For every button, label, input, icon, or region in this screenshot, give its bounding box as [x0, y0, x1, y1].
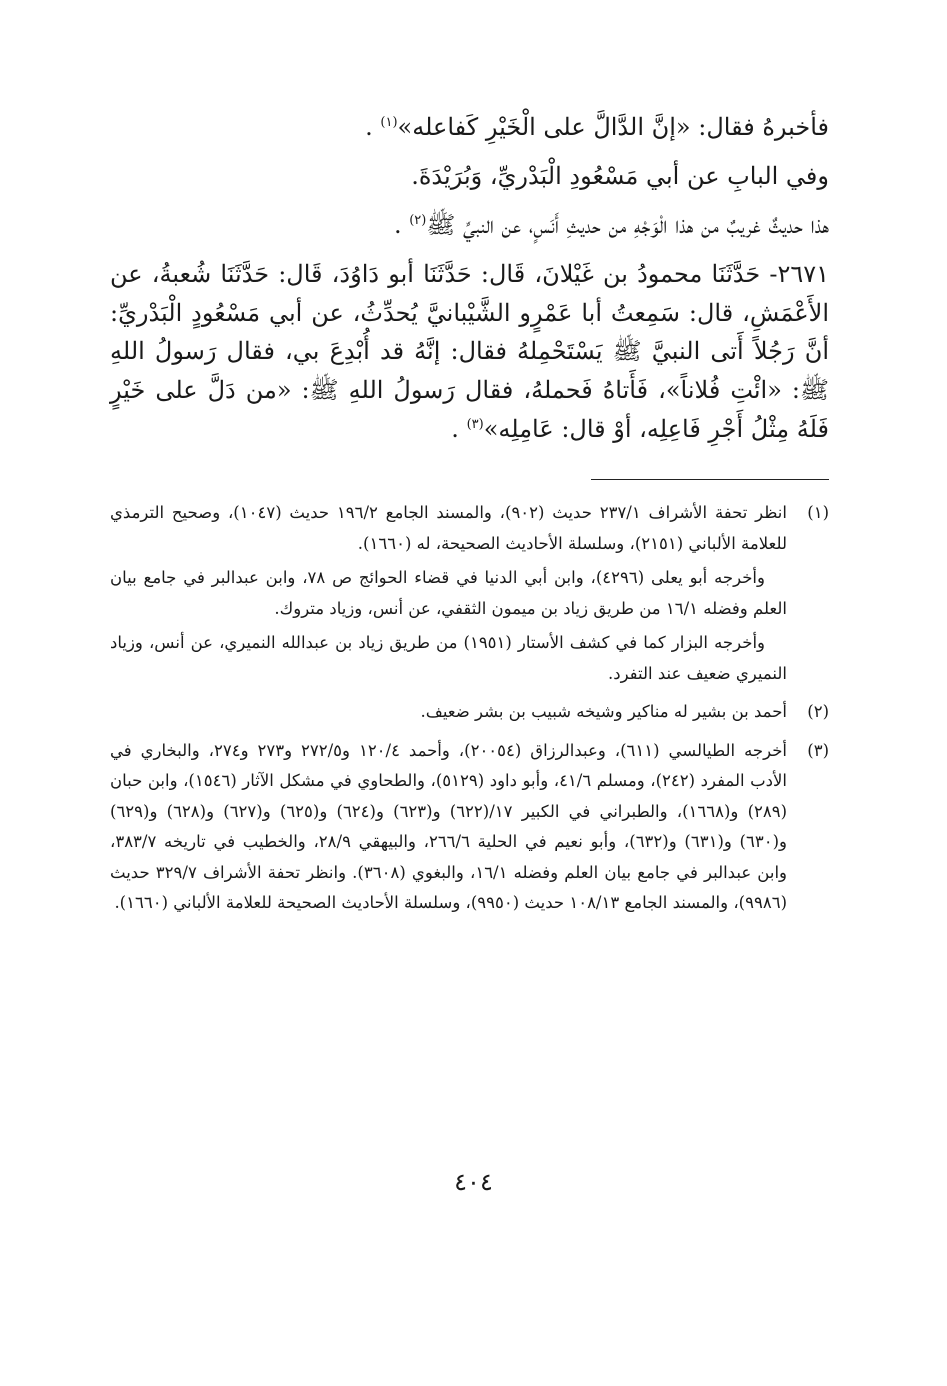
footnote-1	[110, 498, 829, 693]
footnote-3-body	[110, 736, 787, 923]
footnote-2-number: (٢)	[807, 702, 829, 722]
main-text	[110, 108, 829, 449]
footnote-1-paragraph-1: انظر تحفة الأشراف ٢٣٧/١ حديث (٩٠٢)، والمسند الجامع ١٩٦/٢ حديث (١٠٤٧)، وصحيح الترمذي للعلامة الألباني (٢١٥١)، وسلسلة الأحاديث الصحيحة، له (١٦٦٠).	[110, 503, 787, 553]
paragraph-3-end: .	[393, 210, 410, 239]
footnote-ref-1: (١)	[380, 115, 398, 130]
book-page	[110, 108, 829, 1346]
paragraph-3	[110, 206, 829, 245]
footnote-3	[110, 736, 829, 923]
paragraph-2	[110, 157, 829, 196]
hadith-2671	[110, 255, 829, 449]
footnote-1-number: (١)	[807, 503, 829, 522]
paragraph-1-end: .	[365, 113, 381, 141]
footnote-ref-3: (٣)	[466, 417, 484, 433]
footnote-1-paragraph-3: وأخرجه البزار كما في كشف الأستار (١٩٥١) من طريق زياد بن عبدالله النميري، عن أنس، وزياد النميري ضعيف عند التفرد.	[110, 633, 787, 683]
footnote-2-paragraph-1: أحمد بن بشير له مناكير وشيخه شبيب بن بشر ضعيف.	[420, 702, 787, 722]
paragraph-3-text: هذا حديثٌ غريبٌ من هذا الْوَجْهِ من حديثِ أَنَسٍ، عن النبيِّ ﷺ	[426, 210, 829, 239]
paragraph-2-text: وفي البابِ عن أبي مَسْعُودِ الْبَدْريِّ، وَبُرَيْدَةَ.	[411, 161, 829, 190]
footnote-3-number: (٣)	[807, 740, 829, 760]
hadith-2671-text: ٢٦٧١- حَدَّثَنَا محمودُ بن غَيْلانَ، قَال: حَدَّثَنَا أبو دَاوُدَ، قَال: حَدَّثَنَا شُعبةُ، عن الأَعْمَشِ، قال: سَمِعتُ أبا عَمْرٍو الشَّيْبانيَّ يُحدِّثُ، عن أبي مَسْعُودٍ الْبَدْريِّ: أنَّ رَجُلاً أَتى النبيَّ ﷺ يَسْتَحْمِلهُ فقال: إنَّهُ قد أُبْدِعَ بي، فقال رَسولُ اللهِ ﷺ: «ائْتِ فُلاناً»، فَأَتاهُ فَحملهُ، فقال رَسولُ اللهِ ﷺ: «من دَلَّ على خَيْرٍ فَلَهُ مِثْلُ أَجْرِ فَاعِلِه، أوْ قال: عَامِلِه»	[110, 259, 829, 444]
footnotes	[110, 498, 829, 923]
paragraph-1-text: فأخبرهُ فقال: «إنَّ الدَّالَّ على الْخَيْرِ كَفاعله»	[397, 113, 829, 141]
footnote-1-paragraph-2: وأخرجه أبو يعلى (٤٢٩٦)، وابن أبي الدنيا في قضاء الحوائج ص ٧٨، وابن عبدالبر في جامع بيان العلم وفضله ١٦/١ من طريق زياد بن ميمون الثقفي، عن أنس، وزياد متروك.	[110, 568, 787, 618]
footnote-3-paragraph-1: أخرجه الطيالسي (٦١١)، وعبدالرزاق (٢٠٠٥٤)، وأحمد ١٢٠/٤ و٢٧٢/٥ و٢٧٣ و٢٧٤، والبخاري في الأدب المفرد (٢٤٢)، ومسلم ٤١/٦، وأبو داود (٥١٢٩)، والطحاوي في مشكل الآثار (١٥٤٦)، وابن حبان (٢٨٩) و(١٦٦٨)، والطبراني في الكبير ١٧/(٦٢٢) و(٦٢٣) و(٦٢٤) و(٦٢٥) و(٦٢٧) و(٦٢٨) و(٦٢٩) و(٦٣٠) و(٦٣١) و(٦٣٢)، وأبو نعيم في الحلية ٢٦٦/٦، والبيهقي ٢٨/٩، والخطيب في تاريخه ٣٨٣/٧، وابن عبدالبر في جامع بيان العلم وفضله ١٦/١، والبغوي (٣٦٠٨). وانظر تحفة الأشراف ٣٢٩/٧ حديث (٩٩٨٦)، والمسند الجامع ١٠٨/١٣ حديث (٩٩٥٠)، وسلسلة الأحاديث الصحيحة للعلامة الألباني (١٦٦٠).	[110, 740, 788, 913]
paragraph-1	[110, 108, 829, 147]
hadith-2671-end: .	[451, 415, 467, 444]
footnote-2-body	[110, 697, 787, 732]
footnote-2	[110, 697, 829, 732]
footnote-divider	[591, 479, 829, 480]
footnote-1-body	[110, 498, 787, 693]
footnote-ref-2: (٢)	[409, 212, 427, 228]
page-number: ٤٠٤	[454, 1168, 493, 1196]
